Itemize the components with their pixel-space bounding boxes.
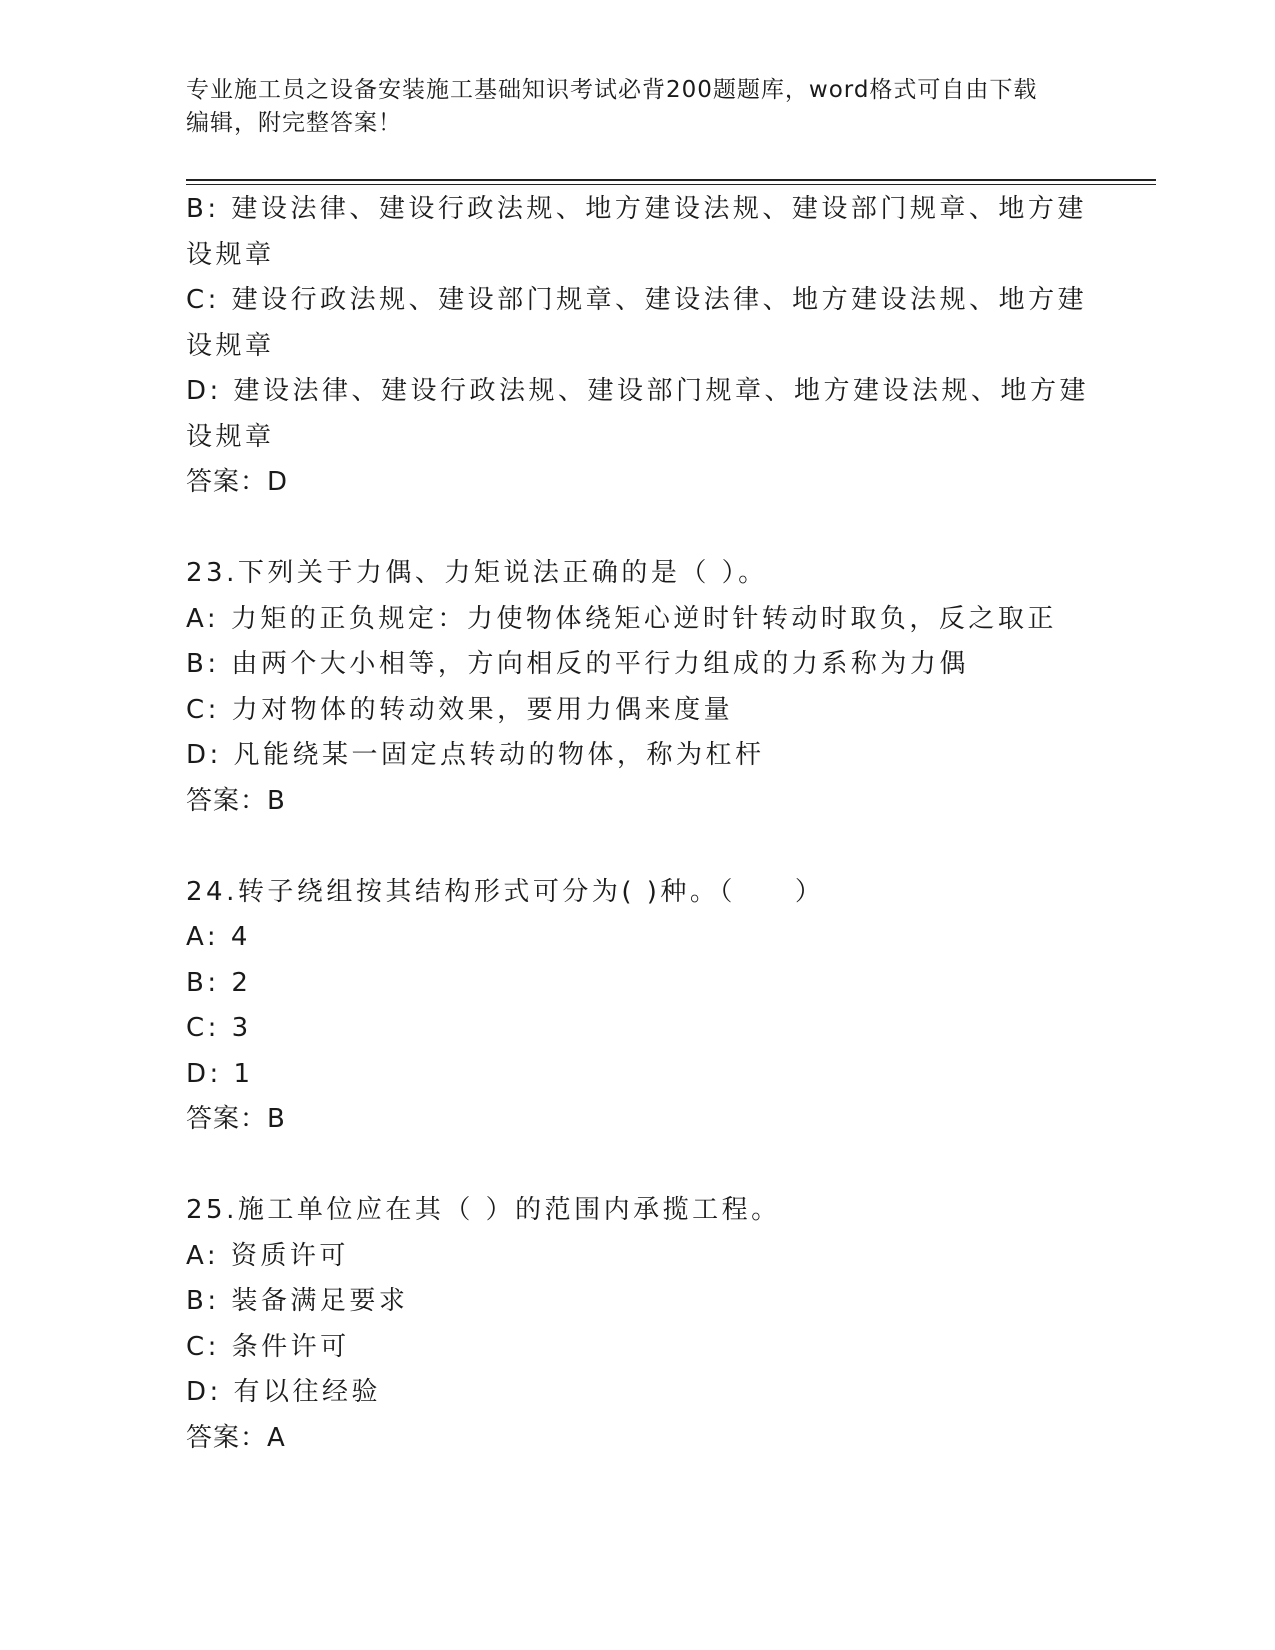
option-c: C: 3 — [186, 1013, 252, 1043]
header-title-line-1: 专业施工员之设备安装施工基础知识考试必背200题题库，word格式可自由下载 — [186, 77, 1038, 103]
option-c-line-2: 设规章 — [186, 330, 275, 361]
option-c: C: 力对物体的转动效果，要用力偶来度量 — [186, 694, 734, 725]
question-spacer — [186, 824, 1086, 870]
answer-line: 答案：D — [186, 467, 289, 497]
header-title-line-2: 编辑，附完整答案！ — [186, 110, 402, 136]
option-c: C: 条件许可 — [186, 1331, 350, 1362]
question-spacer — [186, 1143, 1086, 1189]
option-d: D: 有以往经验 — [186, 1377, 382, 1407]
document-header — [186, 74, 1086, 140]
option-b-line-1: B: 建设法律、建设行政法规、地方建设法规、建设部门规章、地方建 — [186, 194, 1087, 224]
option-d: D: 凡能绕某一固定点转动的物体，称为杠杆 — [186, 740, 765, 770]
option-b: B: 装备满足要求 — [186, 1286, 409, 1316]
question-content — [186, 187, 1090, 1461]
header-divider-thick — [186, 179, 1156, 181]
question-24 — [186, 870, 1086, 1143]
option-a: A: 资质许可 — [186, 1240, 349, 1271]
question-25 — [186, 1188, 1086, 1461]
option-d-line-1: D: 建设法律、建设行政法规、建设部门规章、地方建设法规、地方建 — [186, 376, 1090, 406]
header-divider-thin — [186, 184, 1156, 185]
option-b: B: 由两个大小相等，方向相反的平行力组成的力系称为力偶 — [186, 649, 969, 679]
question-23 — [186, 551, 1086, 824]
option-d: D: 1 — [186, 1058, 254, 1089]
option-c-line-1: C: 建设行政法规、建设部门规章、建设法律、地方建设法规、地方建 — [186, 285, 1088, 315]
question-stem: 24.转子绕组按其结构形式可分为( )种。（ ） — [186, 876, 825, 907]
question-stem: 23.下列关于力偶、力矩说法正确的是（ ）。 — [186, 558, 768, 588]
question-spacer — [186, 506, 1086, 552]
option-b-line-2: 设规章 — [186, 239, 275, 270]
answer-line: 答案：A — [186, 1422, 286, 1453]
option-a: A: 力矩的正负规定：力使物体绕矩心逆时针转动时取负，反之取正 — [186, 603, 1057, 634]
question-22-continued — [186, 187, 1090, 506]
answer-line: 答案：B — [186, 1104, 286, 1134]
answer-line: 答案：B — [186, 785, 286, 816]
option-d-line-2: 设规章 — [186, 421, 275, 452]
question-stem: 25.施工单位应在其（ ）的范围内承揽工程。 — [186, 1195, 781, 1225]
option-b: B: 2 — [186, 967, 252, 998]
option-a: A: 4 — [186, 922, 251, 952]
